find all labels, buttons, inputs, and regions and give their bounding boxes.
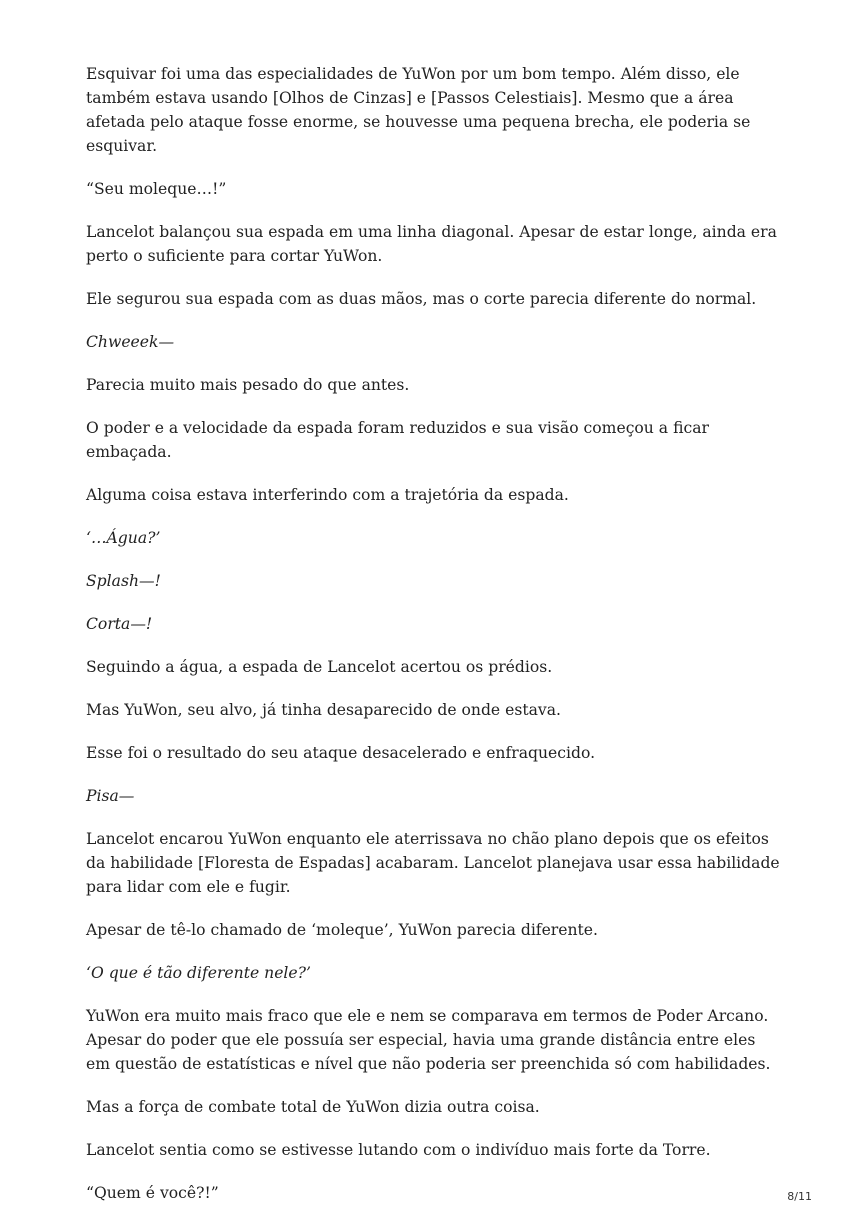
paragraph: O poder e a velocidade da espada foram reduzidos e sua visão começou a ficar embaçada. bbox=[86, 419, 709, 461]
paragraph-italic: ‘…Água?’ bbox=[86, 529, 161, 547]
paragraph: Seguindo a água, a espada de Lancelot acertou os prédios. bbox=[86, 658, 553, 676]
paragraph: Alguma coisa estava interferindo com a trajetória da espada. bbox=[86, 486, 569, 504]
paragraph: YuWon era muito mais fraco que ele e nem se comparava em termos de Poder Arcano. Apesar do poder que ele possuía ser especial, havia uma grande distância entre eles em questão de estatísticas e nível que não poderia ser preenchida só com habilidades. bbox=[86, 1007, 771, 1073]
paragraph-italic: Pisa— bbox=[86, 787, 135, 805]
paragraph: Lancelot encarou YuWon enquanto ele aterrissava no chão plano depois que os efeitos da habilidade [Floresta de Espadas] acabaram. Lancelot planejava usar essa habilidade para lidar com ele e fugir. bbox=[86, 830, 780, 896]
paragraph: Lancelot balançou sua espada em uma linha diagonal. Apesar de estar longe, ainda era perto o suficiente para cortar YuWon. bbox=[86, 223, 777, 265]
paragraph: Ele segurou sua espada com as duas mãos, mas o corte parecia diferente do normal. bbox=[86, 290, 757, 308]
page-number: 8/11 bbox=[787, 1190, 812, 1203]
paragraph: Mas a força de combate total de YuWon dizia outra coisa. bbox=[86, 1098, 540, 1116]
document-body bbox=[86, 62, 782, 1224]
paragraph-italic: Corta—! bbox=[86, 615, 153, 633]
paragraph: Esquivar foi uma das especialidades de YuWon por um bom tempo. Além disso, ele também estava usando [Olhos de Cinzas] e [Passos Celestiais]. Mesmo que a área afetada pelo ataque fosse enorme, se houvesse uma pequena brecha, ele poderia se esquivar. bbox=[86, 65, 751, 155]
paragraph: Mas YuWon, seu alvo, já tinha desaparecido de onde estava. bbox=[86, 701, 561, 719]
paragraph-italic: Chweeek— bbox=[86, 333, 175, 351]
paragraph: Apesar de tê-lo chamado de ‘moleque’, YuWon parecia diferente. bbox=[86, 921, 598, 939]
paragraph: Esse foi o resultado do seu ataque desacelerado e enfraquecido. bbox=[86, 744, 596, 762]
paragraph-italic: Splash—! bbox=[86, 572, 161, 590]
paragraph: “Seu moleque…!” bbox=[86, 180, 227, 198]
paragraph: Parecia muito mais pesado do que antes. bbox=[86, 376, 410, 394]
paragraph: “Quem é você?!” bbox=[86, 1184, 219, 1202]
paragraph: Lancelot sentia como se estivesse lutando com o indivíduo mais forte da Torre. bbox=[86, 1141, 711, 1159]
paragraph-italic: ‘O que é tão diferente nele?’ bbox=[86, 964, 311, 982]
